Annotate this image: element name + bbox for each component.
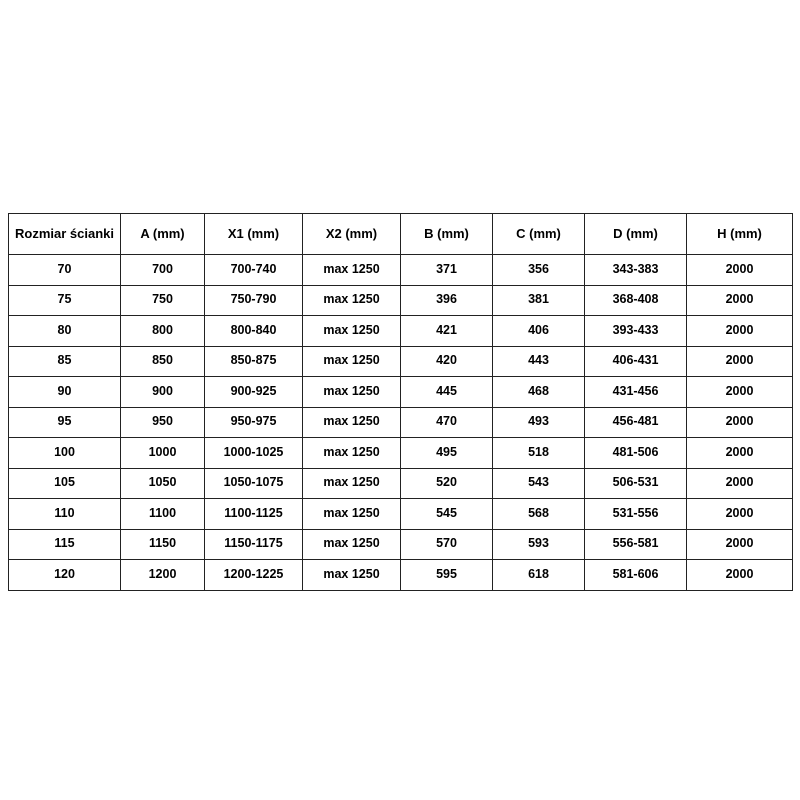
cell-d: 456-481	[585, 407, 687, 438]
cell-x1: 1050-1075	[205, 468, 303, 499]
cell-c: 593	[493, 529, 585, 560]
cell-h: 2000	[687, 316, 793, 347]
cell-d: 393-433	[585, 316, 687, 347]
cell-h: 2000	[687, 468, 793, 499]
column-header-x2: X2 (mm)	[303, 214, 401, 255]
cell-b: 570	[401, 529, 493, 560]
cell-c: 618	[493, 560, 585, 591]
cell-x2: max 1250	[303, 529, 401, 560]
cell-x1: 850-875	[205, 346, 303, 377]
cell-c: 381	[493, 285, 585, 316]
cell-x2: max 1250	[303, 346, 401, 377]
column-header-b: B (mm)	[401, 214, 493, 255]
table-header	[9, 214, 793, 255]
column-header-size: Rozmiar ścianki	[9, 214, 121, 255]
cell-d: 406-431	[585, 346, 687, 377]
cell-x1: 950-975	[205, 407, 303, 438]
table-row	[9, 255, 793, 286]
cell-a: 1200	[121, 560, 205, 591]
cell-x1: 800-840	[205, 316, 303, 347]
cell-h: 2000	[687, 529, 793, 560]
cell-size: 70	[9, 255, 121, 286]
cell-b: 495	[401, 438, 493, 469]
column-header-a: A (mm)	[121, 214, 205, 255]
cell-a: 750	[121, 285, 205, 316]
cell-size: 105	[9, 468, 121, 499]
cell-b: 421	[401, 316, 493, 347]
cell-d: 368-408	[585, 285, 687, 316]
cell-c: 568	[493, 499, 585, 530]
cell-a: 800	[121, 316, 205, 347]
table-row	[9, 285, 793, 316]
cell-b: 520	[401, 468, 493, 499]
cell-x2: max 1250	[303, 316, 401, 347]
cell-x1: 700-740	[205, 255, 303, 286]
table-body	[9, 255, 793, 591]
cell-c: 468	[493, 377, 585, 408]
cell-size: 110	[9, 499, 121, 530]
column-header-d: D (mm)	[585, 214, 687, 255]
cell-x2: max 1250	[303, 407, 401, 438]
cell-d: 431-456	[585, 377, 687, 408]
cell-x1: 1100-1125	[205, 499, 303, 530]
cell-a: 1050	[121, 468, 205, 499]
cell-size: 80	[9, 316, 121, 347]
cell-size: 120	[9, 560, 121, 591]
cell-b: 371	[401, 255, 493, 286]
cell-size: 100	[9, 438, 121, 469]
table-row	[9, 468, 793, 499]
spec-table-container	[8, 213, 792, 591]
cell-x2: max 1250	[303, 377, 401, 408]
cell-a: 1100	[121, 499, 205, 530]
table-header-row	[9, 214, 793, 255]
cell-d: 506-531	[585, 468, 687, 499]
cell-x2: max 1250	[303, 499, 401, 530]
table-row	[9, 316, 793, 347]
cell-d: 343-383	[585, 255, 687, 286]
column-header-h: H (mm)	[687, 214, 793, 255]
cell-h: 2000	[687, 377, 793, 408]
cell-x2: max 1250	[303, 255, 401, 286]
cell-a: 950	[121, 407, 205, 438]
cell-x1: 1150-1175	[205, 529, 303, 560]
cell-c: 493	[493, 407, 585, 438]
cell-h: 2000	[687, 407, 793, 438]
cell-a: 1150	[121, 529, 205, 560]
cell-x2: max 1250	[303, 438, 401, 469]
table-row	[9, 499, 793, 530]
cell-c: 356	[493, 255, 585, 286]
cell-a: 850	[121, 346, 205, 377]
column-header-x1: X1 (mm)	[205, 214, 303, 255]
cell-d: 531-556	[585, 499, 687, 530]
cell-x2: max 1250	[303, 285, 401, 316]
cell-b: 420	[401, 346, 493, 377]
cell-b: 445	[401, 377, 493, 408]
table-row	[9, 438, 793, 469]
cell-h: 2000	[687, 560, 793, 591]
cell-b: 470	[401, 407, 493, 438]
table-row	[9, 377, 793, 408]
cell-c: 406	[493, 316, 585, 347]
cell-b: 545	[401, 499, 493, 530]
cell-b: 595	[401, 560, 493, 591]
cell-x2: max 1250	[303, 468, 401, 499]
column-header-c: C (mm)	[493, 214, 585, 255]
cell-x1: 750-790	[205, 285, 303, 316]
cell-size: 115	[9, 529, 121, 560]
cell-h: 2000	[687, 285, 793, 316]
cell-h: 2000	[687, 255, 793, 286]
cell-size: 75	[9, 285, 121, 316]
cell-h: 2000	[687, 438, 793, 469]
cell-size: 90	[9, 377, 121, 408]
cell-h: 2000	[687, 346, 793, 377]
cell-size: 95	[9, 407, 121, 438]
cell-x1: 900-925	[205, 377, 303, 408]
cell-a: 900	[121, 377, 205, 408]
cell-x1: 1200-1225	[205, 560, 303, 591]
cell-a: 1000	[121, 438, 205, 469]
table-row	[9, 407, 793, 438]
cell-x2: max 1250	[303, 560, 401, 591]
cell-h: 2000	[687, 499, 793, 530]
cell-d: 556-581	[585, 529, 687, 560]
cell-a: 700	[121, 255, 205, 286]
cell-d: 481-506	[585, 438, 687, 469]
table-row	[9, 560, 793, 591]
table-row	[9, 346, 793, 377]
cell-d: 581-606	[585, 560, 687, 591]
cell-c: 518	[493, 438, 585, 469]
cell-c: 443	[493, 346, 585, 377]
cell-c: 543	[493, 468, 585, 499]
cell-b: 396	[401, 285, 493, 316]
table-row	[9, 529, 793, 560]
cell-x1: 1000-1025	[205, 438, 303, 469]
dimensions-table	[8, 213, 793, 591]
cell-size: 85	[9, 346, 121, 377]
